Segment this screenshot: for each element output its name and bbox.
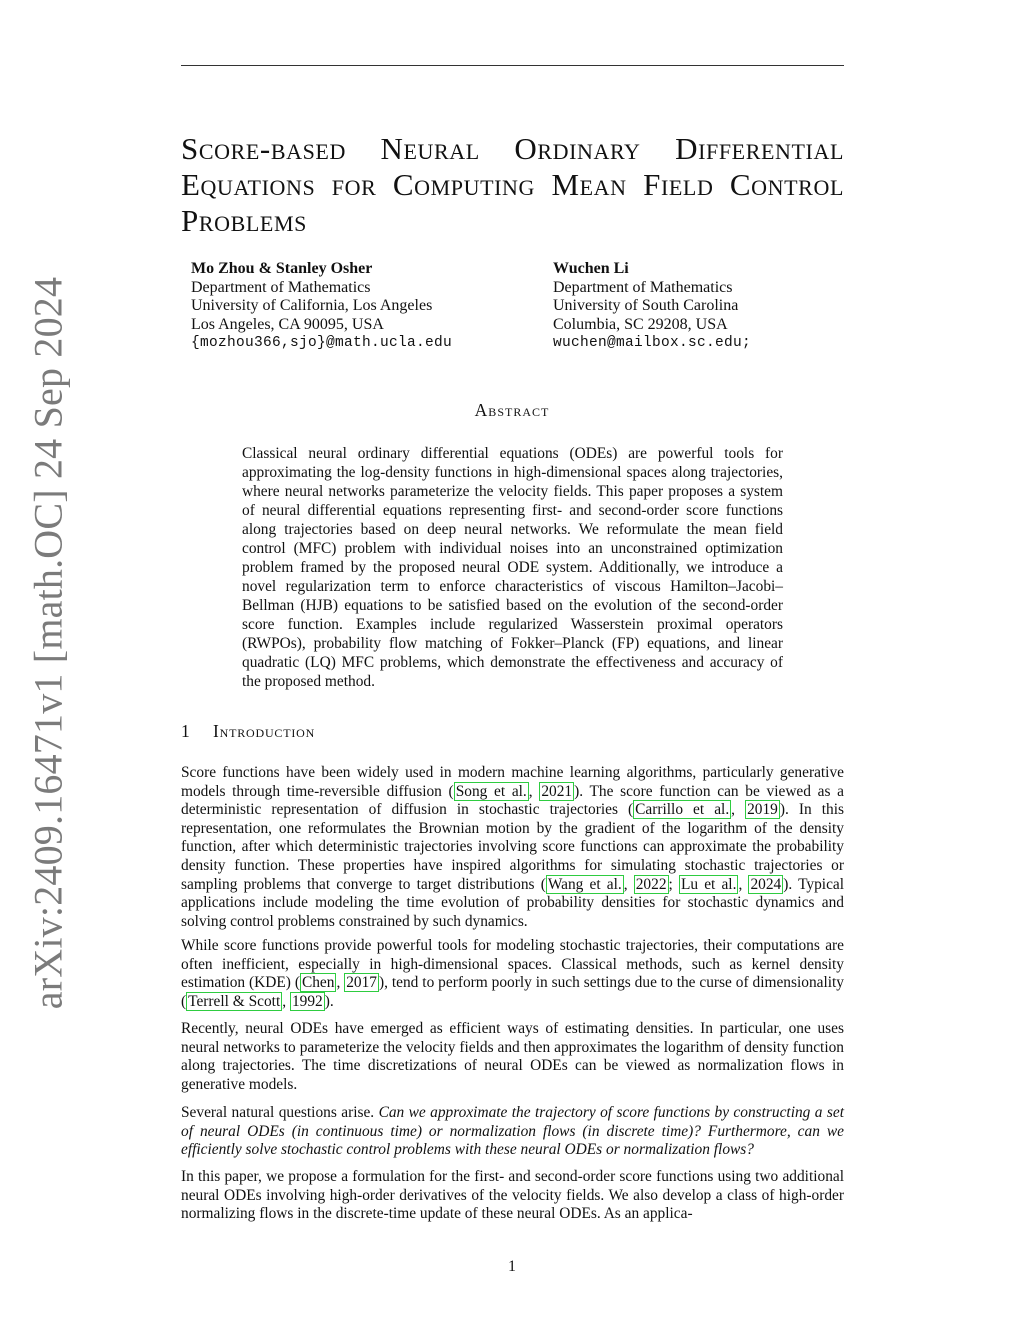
author-names: Wuchen Li [553,260,629,277]
author-address: Columbia, SC 29208, USA [553,315,728,333]
research-question: Can we approximate the trajectory of score functions by constructing a set of neural ODEs (in continuous time) or normalization flows (in discrete time)? Furthermore, can we efficiently solve stochastic control problems with these neural ODEs or normalization flows? [181,1104,844,1159]
title-line: Score-based Neural Ordinary Differential [181,131,844,166]
paragraph-text: ; [668,875,679,893]
citation-link[interactable]: Wang et al. [547,875,622,893]
section-title: Introduction [213,721,316,741]
paragraph-text: , [336,974,345,992]
paragraph-text: Several natural questions arise. [181,1104,379,1121]
arxiv-identifier: arXiv:2409.16471v1 [math.OC] 24 Sep 2024 [25,276,71,1010]
page-number: 1 [508,1258,516,1275]
title-line: Equations for Computing Mean Field Control [181,167,844,202]
author-address: Los Angeles, CA 90095, USA [191,315,384,333]
paragraph-text: , [623,875,634,893]
title-line: Problems [181,203,307,238]
paragraph-text: While score functions provide powerful tools for modeling stochastic trajectories, their computations are often inefficient, especially in high-dimensional spaces. Classical methods, such as kernel density estimation (KDE) ( [181,937,844,992]
paragraph-text: ). The score function can be viewed as a deterministic representation of diffusion in stochastic trajectories ( [181,782,844,819]
citation-link[interactable]: Chen [301,974,335,992]
intro-paragraph-5: In this paper, we propose a formulation for the first- and second-order score functions using two additional neural ODEs involving high-order derivatives of the velocity fields. We also develop a class of high-order normalizing flows in the discrete-time update of these neural ODEs. As an applica- [181,1168,844,1223]
paragraph-text: ), tend to perform poorly in such settings due to the curse of dimensionality ( [181,974,844,1010]
citation-link[interactable]: Song et al. [455,782,527,800]
citation-link[interactable]: Lu et al. [680,875,737,893]
paper-title [181,131,844,239]
paragraph-text: , [731,801,746,819]
author-email: wuchen@mailbox.sc.edu; [553,335,752,351]
citation-link[interactable]: 2022 [635,875,667,893]
citation-link[interactable]: Carrillo et al. [635,801,730,819]
author-names: Mo Zhou & Stanley Osher [191,260,373,277]
author-block-usc [553,260,751,353]
citation-link[interactable]: Terrell & Scott [188,992,281,1010]
author-block-ucla [191,260,452,353]
paragraph-text: , [528,782,540,800]
intro-paragraph-4 [181,1104,844,1160]
intro-paragraph-2 [181,937,844,1011]
paragraph-text: ). Typical applications include modeling the time evolution of probability densities for stochastic dynamics and solving control problems constrained by such dynamics. [181,875,845,930]
citation-link[interactable]: 2024 [750,875,782,893]
author-university: University of California, Los Angeles [191,297,433,314]
header-rule [181,65,844,66]
paragraph-text: , [282,992,290,1010]
abstract-text: Classical neural ordinary differential equations (ODEs) are powerful tools for approximating the log-density functions in high-dimensional spaces along trajectories, where neural networks parameterize the velocity fields. This paper proposes a system of neural differential equations representing first- and second-order score functions along trajectories based on deep neural networks. We reformulate the mean field control (MFC) problem with individual noises into an unconstrained optimization problem framed by the proposed neural ODE system. Additionally, we introduce a novel regularization term to enforce characteristics of viscous Hamilton–Jacobi–Bellman (HJB) equations to be satisfied based on the evolution of the second-order score function. Examples include regularized Wasserstein proximal operators (RWPOs), probability flow matching of Fokker–Planck (FP) equations, and linear quadratic (LQ) MFC problems, which demonstrate the effectiveness and accuracy of the proposed method. [242,445,783,690]
citation-link[interactable]: 1992 [291,992,323,1010]
paragraph-text: ). [324,992,334,1010]
citation-link[interactable]: 2019 [747,801,778,819]
author-department: Department of Mathematics [553,278,733,296]
author-department: Department of Mathematics [191,278,371,296]
abstract-heading: Abstract [474,400,550,420]
intro-paragraph-3: Recently, neural ODEs have emerged as efficient ways of estimating densities. In particular, one uses neural networks to parameterize the velocity fields and then approximates the logarithm of density function along trajectories. The time discretizations of neural ODEs can be viewed as normalization flows in generative models. [181,1020,844,1093]
section-heading [181,721,315,742]
author-email: {mozhou366,sjo}@math.ucla.edu [191,335,453,351]
paragraph-text: , [738,875,749,893]
paragraph-text: ). In this representation, one reformulates the Brownian motion by the gradient of the logarithm of the density function, after which deterministic trajectories involving score functions can approximate the probability density function. These properties have inspired algorithms for simulating stochastic trajectories or sampling problems that converge to target distributions ( [181,801,844,893]
citation-link[interactable]: 2021 [541,782,573,800]
citation-link[interactable]: 2017 [346,974,377,992]
intro-paragraph-1 [181,764,844,931]
section-number: 1 [181,721,191,741]
paragraph-text: Score functions have been widely used in modern machine learning algorithms, particularly generative models through time-reversible diffusion ( [181,764,844,800]
author-university: University of South Carolina [553,297,739,314]
